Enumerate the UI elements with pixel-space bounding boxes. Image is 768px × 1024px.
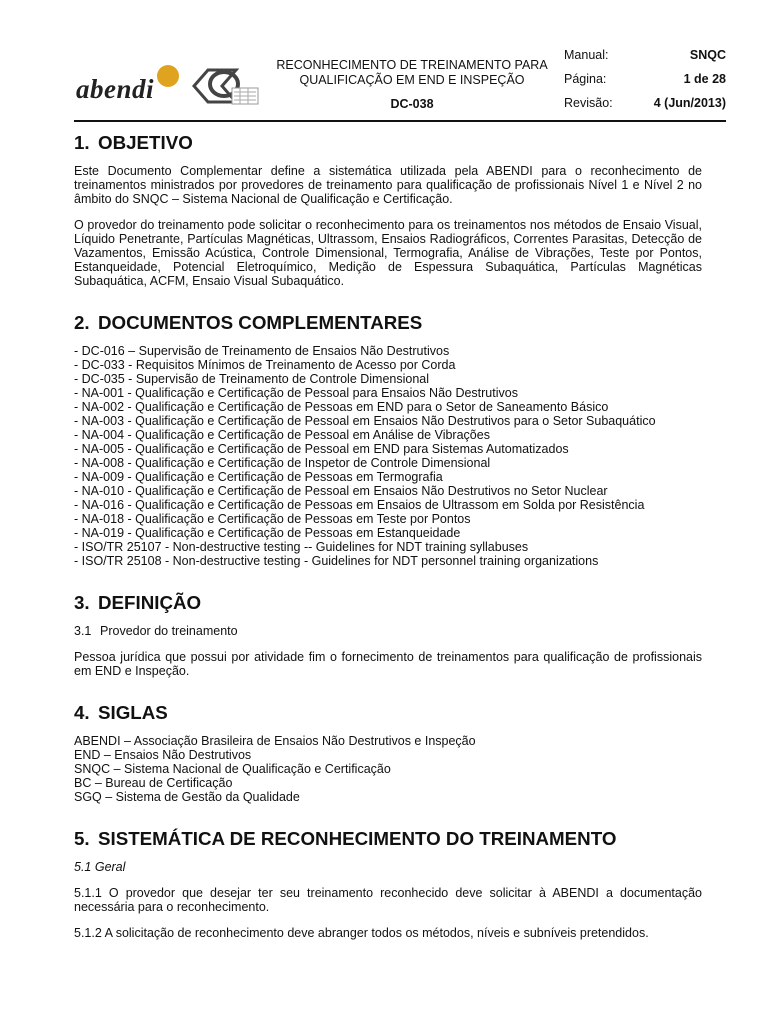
abendi-logo-dot [157, 65, 179, 87]
complementary-documents-list [74, 344, 702, 568]
snqc-logo-icon [188, 64, 264, 108]
document-title [270, 58, 554, 112]
list-item: - NA-002 - Qualificação e Certificação de Pessoas em END para o Setor de Saneamento Básico [74, 400, 609, 414]
header-divider [74, 120, 726, 122]
list-item: - NA-016 - Qualificação e Certificação de Pessoas em Ensaios de Ultrassom em Solda por Resistência [74, 498, 645, 512]
list-item: - NA-009 - Qualificação e Certificação de Pessoas em Termografia [74, 470, 443, 484]
definition-paragraph: Pessoa jurídica que possui por atividade fim o fornecimento de treinamentos para qualificação de profissionais em END e Inspeção. [74, 650, 702, 678]
section-number: 3. [74, 592, 90, 613]
section-number: 4. [74, 702, 90, 723]
page-value: 1 de 28 [683, 72, 726, 86]
list-item: - NA-018 - Qualificação e Certificação de Pessoas em Teste por Pontos [74, 512, 471, 526]
section-number: 1. [74, 132, 90, 153]
list-item: - NA-019 - Qualificação e Certificação de Pessoas em Estanqueidade [74, 526, 461, 540]
section-number: 2. [74, 312, 90, 333]
acronyms-list [74, 734, 702, 804]
document-header [74, 46, 726, 120]
section-1-heading [74, 132, 702, 153]
title-line-1: RECONHECIMENTO DE TREINAMENTO PARA [276, 58, 548, 72]
section-title: OBJETIVO [98, 132, 193, 153]
list-item: SGQ – Sistema de Gestão da Qualidade [74, 790, 300, 804]
list-item: - DC-033 - Requisitos Mínimos de Treinamento de Acesso por Corda [74, 358, 456, 372]
subsection-5-1-heading: 5.1 Geral [74, 860, 126, 874]
document-body [74, 132, 702, 940]
objective-paragraph-2: O provedor do treinamento pode solicitar o reconhecimento para os treinamentos nos métodos de Ensaio Visual, Líquido Penetrante, Partículas Magnéticas, Ultrassom, Ensaios Radiográficos, Correntes Parasitas, Detecção de Vazamentos, Emissão Acústica, Controle Dimensional, Termografia, Análise de Vibrações, Teste por Pontos, Estanqueidade, Potencial Eletroquímico, Medição de Espessura Subaquática, Partículas Magnéticas Subaquática, ACFM, Ensaio Visual Subaquático. [74, 218, 702, 288]
manual-label: Manual: [564, 48, 609, 62]
logos [74, 60, 264, 110]
list-item: BC – Bureau de Certificação [74, 776, 233, 790]
section-title: DOCUMENTOS COMPLEMENTARES [98, 312, 423, 333]
section-5-heading [74, 828, 702, 849]
list-item: ABENDI – Associação Brasileira de Ensaios Não Destrutivos e Inspeção [74, 734, 476, 748]
list-item: - DC-035 - Supervisão de Treinamento de Controle Dimensional [74, 372, 430, 386]
list-item: SNQC – Sistema Nacional de Qualificação e Certificação [74, 762, 391, 776]
list-item: - DC-016 – Supervisão de Treinamento de Ensaios Não Destrutivos [74, 344, 450, 358]
section-3-heading [74, 592, 702, 613]
list-item: - NA-008 - Qualificação e Certificação de Inspetor de Controle Dimensional [74, 456, 491, 470]
list-item: END – Ensaios Não Destrutivos [74, 748, 252, 762]
page-row [564, 72, 726, 96]
subsection-title: Provedor do treinamento [100, 624, 238, 638]
list-item: - ISO/TR 25108 - Non-destructive testing - Guidelines for NDT personnel training organizations [74, 554, 599, 568]
manual-row [564, 48, 726, 72]
revision-label: Revisão: [564, 96, 613, 110]
list-item: - NA-001 - Qualificação e Certificação de Pessoal para Ensaios Não Destrutivos [74, 386, 518, 400]
section-number: 5. [74, 828, 90, 849]
subsection-3-1-heading [74, 624, 702, 638]
list-item: - ISO/TR 25107 - Non-destructive testing -- Guidelines for NDT training syllabuses [74, 540, 529, 554]
page-label: Página: [564, 72, 607, 86]
systematic-paragraph-2: 5.1.2 A solicitação de reconhecimento deve abranger todos os métodos, níveis e subníveis pretendidos. [74, 926, 649, 940]
systematic-paragraph-1: 5.1.1 O provedor que desejar ter seu treinamento reconhecido deve solicitar à ABENDI a documentação necessária para o reconhecimento. [74, 886, 702, 914]
title-line-2: QUALIFICAÇÃO EM END E INSPEÇÃO [299, 73, 525, 87]
objective-paragraph-1: Este Documento Complementar define a sistemática utilizada pela ABENDI para o reconhecimento de treinamentos ministrados por provedores de treinamento para qualificação de profissionais Nível 1 e Nível 2 no âmbito do SNQC – Sistema Nacional de Qualificação e Certificação. [74, 164, 702, 206]
manual-value: SNQC [689, 48, 726, 62]
revision-value: 4 (Jun/2013) [653, 96, 726, 110]
document-code: DC-038 [390, 97, 434, 111]
section-title: DEFINIÇÃO [98, 592, 202, 613]
section-title: SIGLAS [98, 702, 168, 723]
list-item: - NA-010 - Qualificação e Certificação de Pessoal em Ensaios Não Destrutivos no Setor Nuclear [74, 484, 608, 498]
list-item: - NA-005 - Qualificação e Certificação de Pessoal em END para Sistemas Automatizados [74, 442, 569, 456]
section-4-heading [74, 702, 702, 723]
revision-row [564, 96, 726, 120]
section-2-heading [74, 312, 702, 333]
section-title: SISTEMÁTICA DE RECONHECIMENTO DO TREINAMENTO [98, 828, 617, 849]
list-item: - NA-004 - Qualificação e Certificação de Pessoal em Análise de Vibrações [74, 428, 490, 442]
list-item: - NA-003 - Qualificação e Certificação de Pessoal em Ensaios Não Destrutivos para o Setor Subaquático [74, 414, 656, 428]
subsection-number: 3.1 [74, 624, 92, 638]
document-metadata [564, 48, 726, 120]
abendi-logo: abendi [76, 74, 155, 104]
